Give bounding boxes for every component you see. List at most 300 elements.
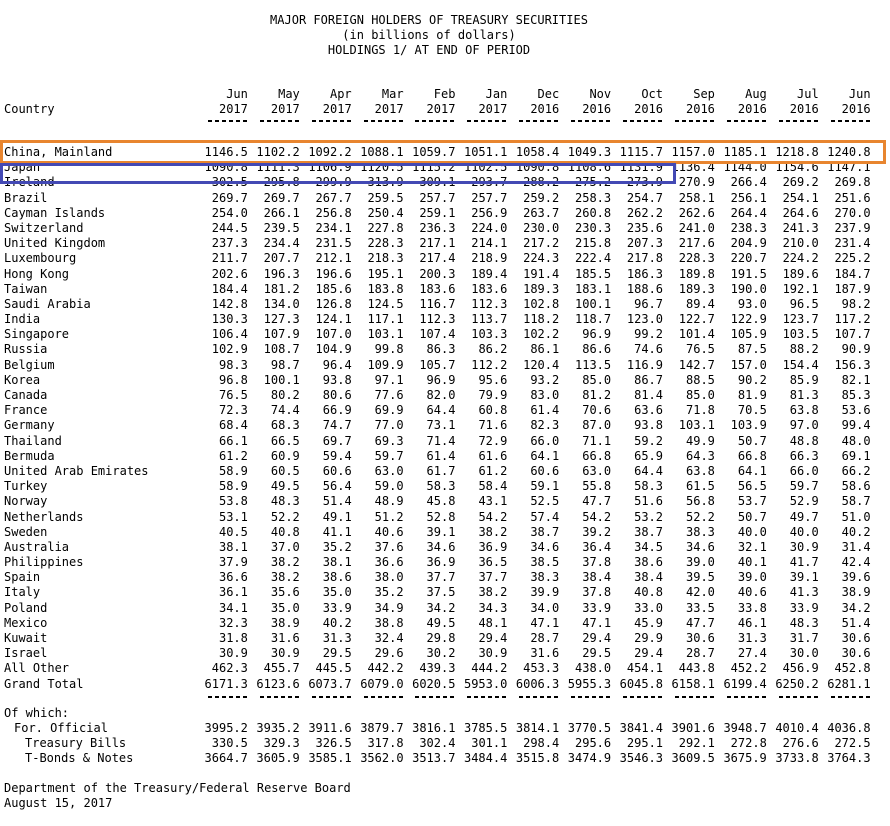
column-month-label: Jun	[226, 87, 248, 101]
value-cell: 124.1	[315, 312, 352, 327]
column-underline	[519, 120, 559, 122]
separator-cell	[352, 693, 404, 698]
value-cell: 107.0	[315, 327, 352, 342]
value-cell: 43.1	[478, 494, 508, 509]
value-cell: 29.9	[634, 631, 664, 645]
country-name: Switzerland	[4, 220, 84, 235]
separator-dash	[519, 696, 559, 698]
table-row	[4, 464, 890, 479]
value-cell: 49.7	[789, 509, 819, 524]
column-year-label: 2016	[582, 102, 612, 116]
country-name: Sweden	[4, 524, 48, 539]
value-cell: 269.7	[263, 190, 300, 205]
value-cell: 3814.1	[515, 720, 560, 735]
table-row	[4, 434, 890, 449]
value-cell: 1049.3	[567, 145, 612, 159]
value-cell: 66.0	[530, 433, 560, 448]
value-cell: 157.0	[730, 357, 767, 372]
column-month-label: Feb	[433, 87, 456, 101]
table-row	[4, 282, 890, 297]
value-cell: 225.2	[834, 251, 871, 266]
value-cell: 72.9	[478, 433, 508, 448]
value-cell: 3515.8	[515, 751, 560, 766]
value-cell: 112.3	[419, 312, 456, 327]
value-cell: 49.5	[270, 479, 300, 494]
value-cell: 142.8	[211, 296, 248, 311]
value-cell: 34.1	[218, 600, 248, 615]
value-cell: 6045.8	[619, 676, 664, 691]
separator-cell	[611, 693, 663, 698]
value-cell: 29.4	[634, 646, 664, 661]
value-cell: 3474.9	[567, 751, 612, 766]
date-line: August 15, 2017	[4, 796, 113, 811]
value-cell: 52.2	[270, 509, 300, 524]
value-cell: 93.2	[530, 372, 560, 387]
value-cell: 1144.0	[723, 160, 767, 175]
value-cell: 30.6	[841, 631, 871, 645]
value-cell: 86.7	[634, 372, 664, 387]
value-cell: 64.1	[530, 448, 560, 463]
value-cell: 53.6	[841, 403, 871, 418]
column-underline	[208, 120, 248, 122]
value-cell: 462.3	[211, 661, 248, 676]
value-cell: 61.6	[478, 448, 508, 463]
value-cell: 224.0	[471, 220, 508, 235]
column-month-label: Mar	[381, 87, 404, 101]
value-cell: 123.7	[782, 312, 819, 327]
value-cell: 39.1	[426, 524, 456, 539]
total-separator	[4, 693, 890, 698]
value-cell: 38.5	[530, 555, 560, 570]
value-cell: 74.4	[270, 403, 300, 418]
table-row	[4, 721, 890, 736]
value-cell: 65.9	[634, 448, 664, 463]
country-name: United Kingdom	[4, 236, 106, 251]
value-cell: 259.5	[367, 190, 404, 205]
value-cell: 183.6	[471, 281, 508, 296]
value-cell: 87.0	[582, 418, 612, 433]
value-cell: 66.9	[322, 403, 352, 418]
value-cell: 3609.5	[671, 751, 715, 766]
document-title	[4, 13, 854, 58]
table-row	[4, 236, 890, 251]
value-cell: 1058.4	[515, 145, 560, 159]
value-cell: 142.7	[678, 357, 715, 372]
value-cell: 40.0	[737, 524, 767, 539]
value-cell: 51.0	[841, 509, 871, 524]
value-cell: 293.7	[471, 175, 508, 190]
value-cell: 184.4	[211, 281, 248, 296]
country-name: Italy	[4, 585, 41, 600]
value-cell: 59.2	[634, 433, 664, 448]
value-cell: 34.9	[374, 600, 404, 615]
value-cell: 1088.1	[360, 145, 404, 159]
value-cell: 57.4	[530, 509, 560, 524]
value-cell: 272.5	[834, 735, 871, 750]
country-name: Saudi Arabia	[4, 296, 91, 311]
value-cell: 438.0	[575, 661, 612, 676]
value-cell: 64.1	[737, 463, 767, 478]
value-cell: 40.8	[634, 585, 664, 600]
value-cell: 71.6	[478, 418, 508, 433]
table-row	[4, 479, 890, 494]
value-cell: 33.9	[322, 600, 352, 615]
value-cell: 71.1	[582, 433, 612, 448]
value-cell: 3879.7	[360, 720, 404, 735]
value-cell: 456.9	[782, 661, 819, 676]
value-cell: 64.4	[426, 403, 456, 418]
value-cell: 120.4	[523, 357, 560, 372]
value-cell: 37.7	[478, 570, 508, 585]
value-cell: 3664.7	[204, 751, 248, 766]
value-cell: 130.3	[211, 312, 248, 327]
value-cell: 6199.4	[723, 676, 767, 691]
value-cell: 107.9	[263, 327, 300, 342]
value-cell: 269.8	[834, 175, 871, 190]
table-row	[4, 601, 890, 616]
value-cell: 48.9	[374, 494, 404, 509]
value-cell: 63.8	[789, 403, 819, 418]
column-header	[767, 87, 819, 122]
value-cell: 54.2	[478, 509, 508, 524]
value-cell: 61.7	[426, 463, 456, 478]
of-which-section	[4, 706, 890, 767]
value-cell: 52.2	[686, 509, 715, 524]
value-cell: 1120.5	[360, 160, 404, 175]
value-cell: 81.9	[737, 388, 767, 402]
column-year-label: 2016	[686, 102, 715, 116]
country-name: Hong Kong	[4, 266, 70, 281]
value-cell: 185.5	[575, 266, 612, 281]
value-cell: 228.3	[367, 236, 404, 251]
value-cell: 329.3	[263, 735, 300, 750]
value-cell: 1115.7	[619, 145, 664, 159]
value-cell: 86.6	[582, 342, 612, 357]
table-row	[4, 312, 890, 327]
value-cell: 73.1	[426, 418, 456, 433]
country-name: Canada	[4, 388, 48, 402]
column-header	[404, 87, 456, 122]
value-cell: 29.4	[478, 631, 508, 645]
value-cell: 6250.2	[775, 676, 819, 691]
value-cell: 82.3	[530, 418, 560, 433]
value-cell: 189.4	[471, 266, 508, 281]
value-cell: 47.7	[582, 494, 612, 509]
value-cell: 244.5	[211, 220, 248, 235]
value-cell: 39.0	[686, 555, 715, 570]
value-cell: 288.2	[523, 175, 560, 190]
value-cell: 36.9	[426, 555, 456, 570]
column-year-label: 2016	[530, 102, 560, 116]
value-cell: 34.6	[426, 539, 456, 554]
value-cell: 3785.5	[463, 720, 508, 735]
value-cell: 222.4	[575, 251, 612, 266]
value-cell: 38.4	[582, 570, 612, 585]
value-cell: 45.9	[634, 615, 664, 630]
value-cell: 186.3	[626, 266, 664, 281]
value-cell: 6073.7	[308, 676, 352, 691]
value-cell: 28.7	[686, 646, 715, 661]
table-row	[4, 661, 890, 676]
column-month-label: May	[278, 87, 300, 101]
value-cell: 40.6	[374, 524, 404, 539]
value-cell: 33.9	[789, 600, 819, 615]
country-name: Thailand	[4, 433, 62, 448]
value-cell: 63.8	[686, 463, 715, 478]
value-cell: 109.9	[367, 357, 404, 372]
column-header	[559, 87, 611, 122]
value-cell: 1147.1	[827, 160, 871, 175]
value-cell: 96.7	[634, 296, 664, 311]
value-cell: 69.7	[322, 433, 352, 448]
value-cell: 254.1	[782, 190, 819, 205]
value-cell: 116.9	[626, 357, 664, 372]
value-cell: 236.3	[419, 220, 456, 235]
country-name: Bermuda	[4, 448, 55, 463]
value-cell: 295.1	[626, 735, 664, 750]
column-underline	[467, 120, 507, 122]
table-row	[4, 327, 890, 342]
value-cell: 211.7	[211, 251, 248, 266]
column-header	[455, 87, 507, 122]
value-cell: 202.6	[211, 266, 248, 281]
value-cell: 61.4	[530, 403, 560, 418]
country-name: Israel	[4, 646, 48, 661]
value-cell: 210.0	[782, 236, 819, 251]
value-cell: 31.6	[530, 646, 560, 661]
value-cell: 85.0	[686, 388, 715, 402]
value-cell: 98.7	[270, 357, 300, 372]
value-cell: 66.3	[789, 448, 819, 463]
column-header	[507, 87, 559, 122]
value-cell: 217.6	[678, 236, 715, 251]
value-cell: 3484.4	[463, 751, 508, 766]
value-cell: 41.7	[789, 555, 819, 570]
separator-cell	[663, 693, 715, 698]
value-cell: 192.1	[782, 281, 819, 296]
value-cell: 1154.6	[775, 160, 819, 175]
value-cell: 259.2	[523, 190, 560, 205]
value-cell: 38.2	[270, 555, 300, 570]
country-name: Norway	[4, 494, 48, 509]
value-cell: 47.7	[686, 615, 715, 630]
value-cell: 96.9	[582, 327, 612, 342]
value-cell: 30.6	[686, 631, 715, 645]
value-cell: 87.5	[737, 342, 767, 357]
value-cell: 74.7	[322, 418, 352, 433]
separator-cell	[404, 693, 456, 698]
value-cell: 102.8	[523, 296, 560, 311]
table-row	[4, 525, 890, 540]
value-cell: 80.2	[270, 388, 300, 402]
value-cell: 33.0	[634, 600, 664, 615]
value-cell: 231.4	[834, 236, 871, 251]
value-cell: 118.2	[523, 312, 560, 327]
country-name: Japan	[4, 160, 41, 175]
value-cell: 6006.3	[515, 676, 560, 691]
value-cell: 30.6	[841, 646, 871, 661]
country-name: Australia	[4, 539, 70, 554]
value-cell: 262.2	[626, 205, 664, 220]
value-cell: 207.7	[263, 251, 300, 266]
column-header	[196, 87, 248, 122]
value-cell: 189.3	[678, 281, 715, 296]
column-month-label: Oct	[641, 87, 664, 101]
value-cell: 52.8	[426, 509, 456, 524]
value-cell: 51.4	[322, 494, 352, 509]
separator-cell	[819, 693, 871, 698]
value-cell: 60.5	[270, 463, 300, 478]
value-cell: 81.2	[582, 388, 612, 402]
value-cell: 52.5	[530, 494, 560, 509]
value-cell: 29.4	[582, 631, 612, 645]
column-year-label: 2017	[270, 102, 300, 116]
value-cell: 61.2	[478, 463, 508, 478]
value-cell: 117.1	[367, 312, 404, 327]
column-header	[715, 87, 767, 122]
value-cell: 66.1	[218, 433, 248, 448]
value-cell: 70.5	[737, 403, 767, 418]
country-name: Kuwait	[4, 631, 48, 645]
value-cell: 6171.3	[204, 676, 248, 691]
value-cell: 89.4	[686, 296, 715, 311]
value-cell: 442.2	[367, 661, 404, 676]
table-row	[4, 191, 890, 206]
value-cell: 330.5	[211, 735, 248, 750]
value-cell: 48.3	[789, 615, 819, 630]
value-cell: 224.3	[523, 251, 560, 266]
column-header	[663, 87, 715, 122]
value-cell: 276.6	[782, 735, 819, 750]
value-cell: 59.7	[374, 448, 404, 463]
value-cell: 36.1	[218, 585, 248, 600]
value-cell: 443.8	[678, 661, 715, 676]
value-cell: 237.3	[211, 236, 248, 251]
value-cell: 30.9	[789, 539, 819, 554]
value-cell: 59.7	[789, 479, 819, 494]
value-cell: 45.8	[426, 494, 456, 509]
country-name: Turkey	[4, 479, 48, 494]
column-month-label: Aug	[745, 87, 767, 101]
value-cell: 183.6	[419, 281, 456, 296]
value-cell: 98.3	[218, 357, 248, 372]
holder-category-name: Treasury Bills	[25, 735, 127, 750]
value-cell: 37.5	[426, 585, 456, 600]
value-cell: 93.8	[322, 372, 352, 387]
holder-category-name: For. Official	[14, 720, 108, 735]
table-row	[4, 510, 890, 525]
value-cell: 63.0	[582, 463, 612, 478]
value-cell: 39.9	[530, 585, 560, 600]
value-cell: 154.4	[782, 357, 819, 372]
column-underline	[831, 120, 871, 122]
value-cell: 66.8	[582, 448, 612, 463]
value-cell: 230.3	[575, 220, 612, 235]
value-cell: 38.9	[270, 615, 300, 630]
value-cell: 116.7	[419, 296, 456, 311]
value-cell: 107.7	[834, 327, 871, 342]
value-cell: 239.5	[263, 220, 300, 235]
value-cell: 40.2	[841, 524, 871, 539]
value-cell: 103.3	[471, 327, 508, 342]
value-cell: 200.3	[419, 266, 456, 281]
value-cell: 126.8	[315, 296, 352, 311]
value-cell: 231.5	[315, 236, 352, 251]
value-cell: 50.7	[737, 433, 767, 448]
value-cell: 99.4	[841, 418, 871, 433]
table-row	[4, 388, 890, 403]
value-cell: 32.4	[374, 631, 404, 645]
value-cell: 51.2	[374, 509, 404, 524]
separator-cell	[455, 693, 507, 698]
value-cell: 47.1	[530, 615, 560, 630]
value-cell: 273.9	[626, 175, 664, 190]
value-cell: 85.9	[789, 372, 819, 387]
table-row	[4, 403, 890, 418]
country-name: Cayman Islands	[4, 205, 106, 220]
value-cell: 33.8	[737, 600, 767, 615]
value-cell: 31.8	[218, 631, 248, 645]
value-cell: 207.3	[626, 236, 664, 251]
value-cell: 52.9	[789, 494, 819, 509]
value-cell: 35.2	[322, 539, 352, 554]
value-cell: 49.5	[426, 615, 456, 630]
table-row	[4, 175, 890, 190]
value-cell: 3841.4	[619, 720, 664, 735]
of-which-label: Of which:	[4, 705, 70, 720]
value-cell: 99.2	[634, 327, 664, 342]
value-cell: 48.0	[841, 433, 871, 448]
separator-dash	[831, 696, 871, 698]
value-cell: 217.2	[523, 236, 560, 251]
country-name: Singapore	[4, 327, 70, 342]
value-cell: 105.7	[419, 357, 456, 372]
value-cell: 31.3	[737, 631, 767, 645]
value-cell: 260.8	[575, 205, 612, 220]
value-cell: 196.3	[263, 266, 300, 281]
value-cell: 230.0	[523, 220, 560, 235]
value-cell: 3935.2	[256, 720, 300, 735]
value-cell: 29.6	[374, 646, 404, 661]
value-cell: 234.4	[263, 236, 300, 251]
value-cell: 68.3	[270, 418, 300, 433]
table-row	[4, 570, 890, 585]
value-cell: 266.1	[263, 205, 300, 220]
value-cell: 31.4	[841, 539, 871, 554]
value-cell: 269.7	[211, 190, 248, 205]
country-name: China, Mainland	[4, 145, 113, 159]
value-cell: 188.6	[626, 281, 664, 296]
table-row	[4, 297, 890, 312]
value-cell: 189.6	[782, 266, 819, 281]
value-cell: 6123.6	[256, 676, 300, 691]
column-year-label: 2017	[478, 102, 508, 116]
value-cell: 97.0	[789, 418, 819, 433]
value-cell: 190.0	[730, 281, 767, 296]
country-name: Poland	[4, 600, 48, 615]
separator-dash	[415, 696, 455, 698]
separator-dash	[312, 696, 352, 698]
value-cell: 103.1	[678, 418, 715, 433]
value-cell: 1218.8	[775, 145, 819, 159]
value-cell: 40.0	[789, 524, 819, 539]
value-cell: 33.9	[582, 600, 612, 615]
value-cell: 36.9	[478, 539, 508, 554]
value-cell: 58.4	[478, 479, 508, 494]
value-cell: 1102.2	[256, 145, 300, 159]
table-row	[4, 373, 890, 388]
value-cell: 56.8	[686, 494, 715, 509]
